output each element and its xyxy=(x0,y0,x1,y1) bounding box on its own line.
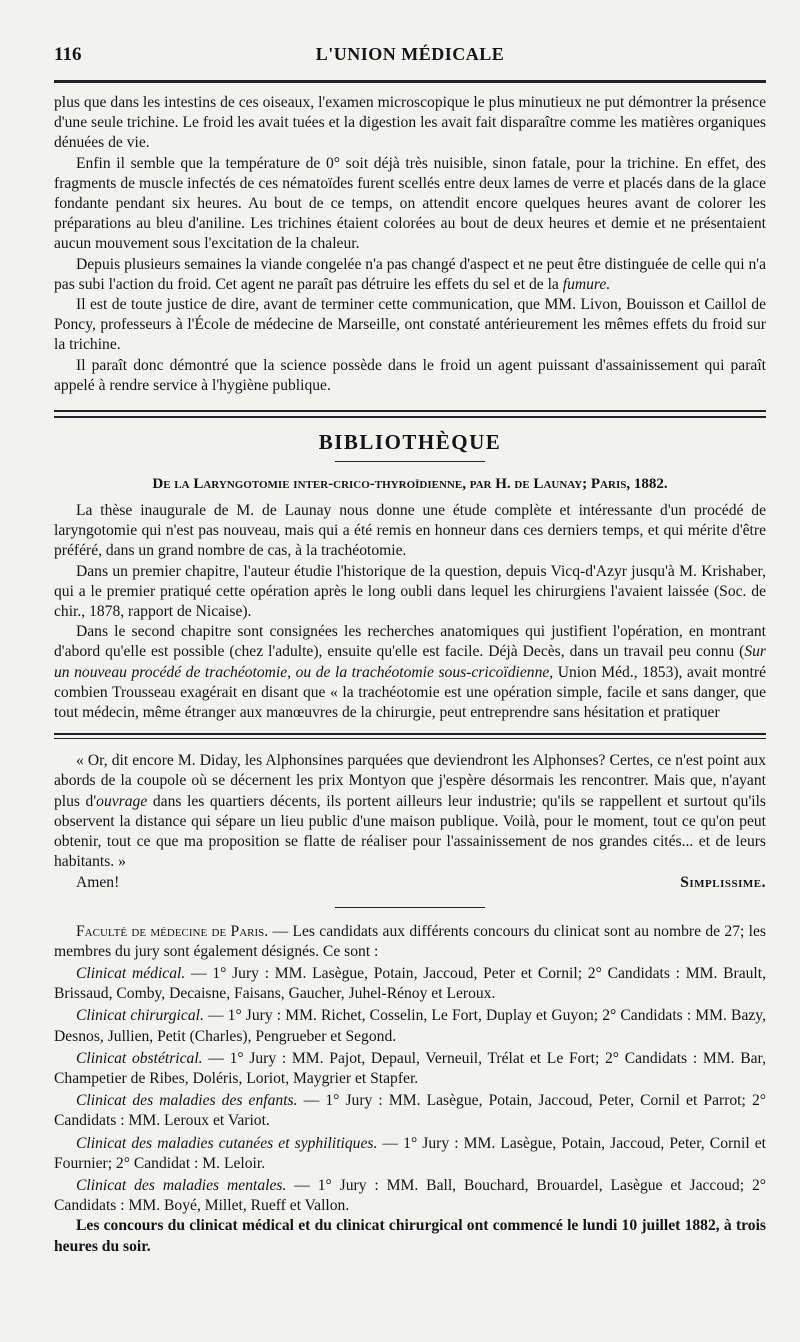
jury-item xyxy=(54,1006,766,1046)
jury-title: Clinicat médical. xyxy=(76,964,186,982)
book-reference: De la Laryngotomie inter-crico-thyroïdienne, par H. de Launay; Paris, 1882. xyxy=(152,476,668,493)
section-divider xyxy=(54,733,766,739)
paragraph xyxy=(54,255,766,295)
paragraph xyxy=(54,622,766,723)
section-divider xyxy=(335,907,485,908)
jury-title: Clinicat des maladies des enfants. xyxy=(76,1092,298,1110)
text-run: Union Méd., 1853), avait montré combien Trousseau exagérait en disant que « la trachéotomie est une opération simple, facile et sans danger, que tout médecin, même étranger aux manœuvres de la chirurgie, peut entreprendre sans hésitation et pratiquer xyxy=(54,663,766,722)
jury-text: — 1° Jury : MM. Lasègue, Potain, Jaccoud, Peter et Cornil; 2° Candidats : MM. Brault, Brissaud, Comby, Decaisne, Faisans, Gaucher, Juhel-Rénoy et Leroux. xyxy=(54,964,766,1003)
article-trichine xyxy=(54,93,766,396)
paragraph: La thèse inaugurale de M. de Launay nous donne une étude complète et intéressante d'un procédé de laryngotomie qui n'est pas nouveau, mais qui a été remis en honneur dans ces derniers temps, et qui mérite d'être préféré, dans un grand nombre de cas, à la trachéotomie. xyxy=(54,502,766,560)
jury-text: — 1° Jury : MM. Lasègue, Potain, Jaccoud, Peter, Cornil et Parrot; 2° Candidats : MM. Leroux et Variot. xyxy=(54,1092,766,1130)
jury-title: Clinicat des maladies mentales. xyxy=(76,1176,287,1194)
running-title: L'UNION MÉDICALE xyxy=(315,44,505,64)
text-run: Depuis plusieurs semaines la viande congelée n'a pas changé d'aspect et ne peut être distinguée de celle qui n'a pas subi l'action du froid. Cet agent ne paraît pas détruire les effets du sel et de la xyxy=(54,255,766,293)
jury-text: — 1° Jury : MM. Richet, Cosselin, Le Fort, Duplay et Guyon; 2° Candidats : MM. Bazy, Desnos, Jullien, Petit (Charles), Pengrueber et Segond. xyxy=(54,1007,766,1045)
page-header xyxy=(54,44,766,83)
italic-term: ouvrage xyxy=(96,792,148,810)
jury-text: — 1° Jury : MM. Lasègue, Potain, Jaccoud, Peter, Cornil et Fournier; 2° Candidat : M. Leloir. xyxy=(54,1134,766,1172)
paragraph: Enfin il semble que la température de 0° soit déjà très nuisible, sinon fatale, pour la trichine. En effet, des fragments de muscle infectés de ces nématoïdes furent scellés entre deux lames de verre et placés dans de la glace fondante pendant six heures. Au bout de ce temps, on attendit encore quelques heures avant de colorer les préparations au bleu d'aniline. Les trichines étaient colorées au bout de deux heures et demie et ne présentaient aucun mouvement sous l'excitation de la chaleur. xyxy=(54,154,766,253)
signoff xyxy=(54,873,766,893)
italic-title: Sur un nouveau procédé de trachéotomie, ou de la trachéotomie sous-cricoïdienne, xyxy=(54,643,766,681)
section-bibliotheque xyxy=(54,430,766,723)
jury-item xyxy=(54,1176,766,1216)
paragraph: Dans un premier chapitre, l'auteur étudie l'historique de la question, depuis Vicq-d'Azyr jusqu'à M. Krishaber, qui a le premier pratiqué cette opération après le long oubli dans lequel les chirurgiens l'avaient laissée (Soc. de chir., 1878, rapport de Nicaise). xyxy=(54,562,766,621)
italic-term: fumure. xyxy=(562,275,611,293)
closing-paragraph: Les concours du clinicat médical et du clinicat chirurgical ont commencé le lundi 10 juillet 1882, à trois heures du soir. xyxy=(54,1217,766,1255)
jury-item xyxy=(54,1134,766,1174)
jury-title: Clinicat des maladies cutanées et syphilitiques. xyxy=(76,1134,378,1152)
jury-item xyxy=(54,1091,766,1131)
paragraph xyxy=(54,922,766,962)
section-divider xyxy=(54,410,766,418)
paragraph: Il paraît donc démontré que la science possède dans le froid un agent puissant d'assainissement qui paraît appelé à rendre service à l'hygiène publique. xyxy=(54,356,766,394)
section-faculte xyxy=(54,922,766,1257)
jury-title: Clinicat chirurgical. xyxy=(76,1007,204,1025)
paragraph: plus que dans les intestins de ces oiseaux, l'examen microscopique le plus minutieux ne put démontrer la présence d'une seule trichine. Le froid les avait tuées et la digestion les avait fait disparaître comme les matières organiques dénuées de vie. xyxy=(54,94,766,152)
jury-text: — 1° Jury : MM. Pajot, Depaul, Verneuil, Trélat et Le Fort; 2° Candidats : MM. Bar, Champetier de Ribes, Doléris, Loriot, Maygrier et Stapfer. xyxy=(54,1049,766,1087)
text-run: dans les quartiers décents, ils portent ailleurs leur industrie; qu'ils se rappellent et surtout qu'ils observent la distance qui sépare un lieu public d'une maison publique. Voilà, pour le moment, tout ce qu'on peut obtenir, tout ce que ma proposition se flatte de réaliser pour l'assainissement de nos grandes cités... et de leurs habitants. » xyxy=(54,792,766,871)
jury-title: Clinicat obstétrical. xyxy=(76,1049,203,1067)
signature: Simplissime. xyxy=(680,873,766,891)
amen-text: Amen! xyxy=(76,873,120,891)
text-run: « Or, dit encore M. Diday, les Alphonsines parquées que deviendront les Alphonses? Certes, ce n'est point aux abords de la coupole où se décernent les prix Montyon que j'espère désormais les rencontrer. Mais que, n'ayant plus d' xyxy=(54,752,766,810)
paragraph: Il est de toute justice de dire, avant de terminer cette communication, que MM. Livon, Bouisson et Caillol de Poncy, professeurs à l'École de médecine de Marseille, ont constaté antérieurement les mêmes effets du froid sur la trichine. xyxy=(54,296,766,354)
text-run: — Les candidats aux différents concours du clinicat sont au nombre de 27; les membres du jury sont également désignés. Ce sont : xyxy=(54,922,766,960)
title-rule xyxy=(335,461,485,462)
faculte-heading: Faculté de médecine de Paris. xyxy=(76,922,269,940)
paragraph xyxy=(54,751,766,872)
jury-item xyxy=(54,1049,766,1089)
jury-text: — 1° Jury : MM. Ball, Bouchard, Brouardel, Lasègue et Jaccoud; 2° Candidats : MM. Boyé, Millet, Rueff et Vallon. xyxy=(54,1176,766,1215)
text-run: Dans le second chapitre sont consignées les recherches anatomiques qui justifient l'opération, en montrant d'abord qu'elle est possible (chez l'adulte), ensuite qu'elle est facile. Déjà Decès, dans un travail peu connu ( xyxy=(54,623,766,661)
page-number: 116 xyxy=(54,44,82,65)
jury-item xyxy=(54,964,766,1004)
section-diday xyxy=(54,751,766,892)
section-title: BIBLIOTHÈQUE xyxy=(318,430,502,455)
